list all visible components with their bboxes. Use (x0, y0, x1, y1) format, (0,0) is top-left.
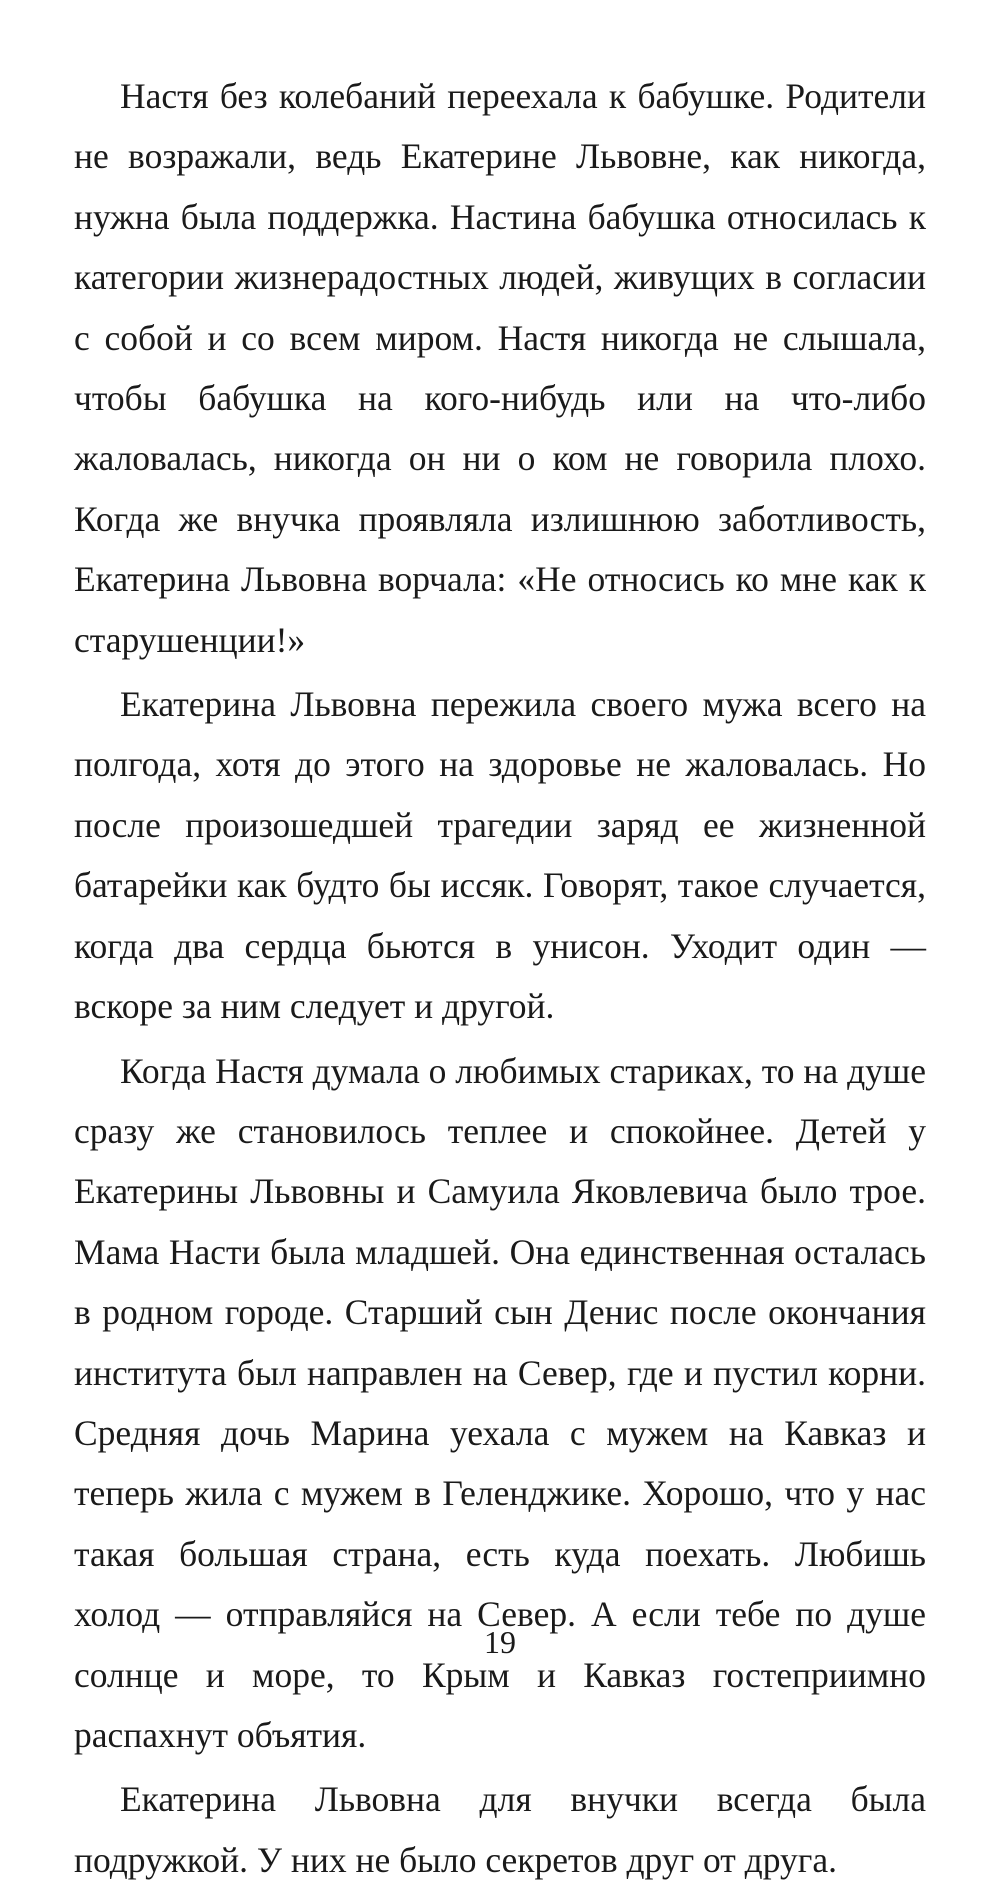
page-number: 19 (484, 1624, 516, 1660)
paragraph: Екатерина Львовна для внучки всегда была подружкой. У них не было секретов друг от друга. (74, 1779, 926, 1880)
paragraph: Когда Настя думала о любимых стариках, то на душе сразу же становилось теплее и спокойнее. Детей у Екатерины Львовны и Самуила Яковлевича было трое. Мама Насти была младшей. Она единственная осталась в родном городе. Старший сын Денис после окончания института был направлен на Север, где и пустил корни. Средняя дочь Марина уехала с мужем на Кавказ и теперь жила с мужем в Геленджике. Хорошо, что у нас такая большая страна, есть куда поехать. Любишь холод — отправляйся на Север. А если тебе по душе солнце и море, то Крым и Кавказ гостеприимно распахнут объятия. (74, 1050, 926, 1755)
paragraph: Настя без колебаний переехала к бабушке. Родители не возражали, ведь Екатерине Львовне, как никогда, нужна была поддержка. Настина бабушка относилась к категории жизнерадостных людей, живущих в согласии с собой и со всем миром. Настя никогда не слышала, чтобы бабушка на кого-нибудь или на что-либо жаловалась, никогда он ни о ком не говорила плохо. Когда же внучка проявляла излишнюю заботливость, Екатерина Львовна ворчала: «Не относись ко мне как к старушенции!» (74, 76, 926, 660)
paragraph: Екатерина Львовна пережила своего мужа всего на полгода, хотя до этого на здоровье не жаловалась. Но после произошедшей трагедии заряд ее жизненной батарейки как будто бы иссяк. Говорят, такое случается, когда два сердца бьются в унисон. Уходит один — вскоре за ним следует и другой. (74, 684, 926, 1027)
body-text (74, 66, 926, 1890)
